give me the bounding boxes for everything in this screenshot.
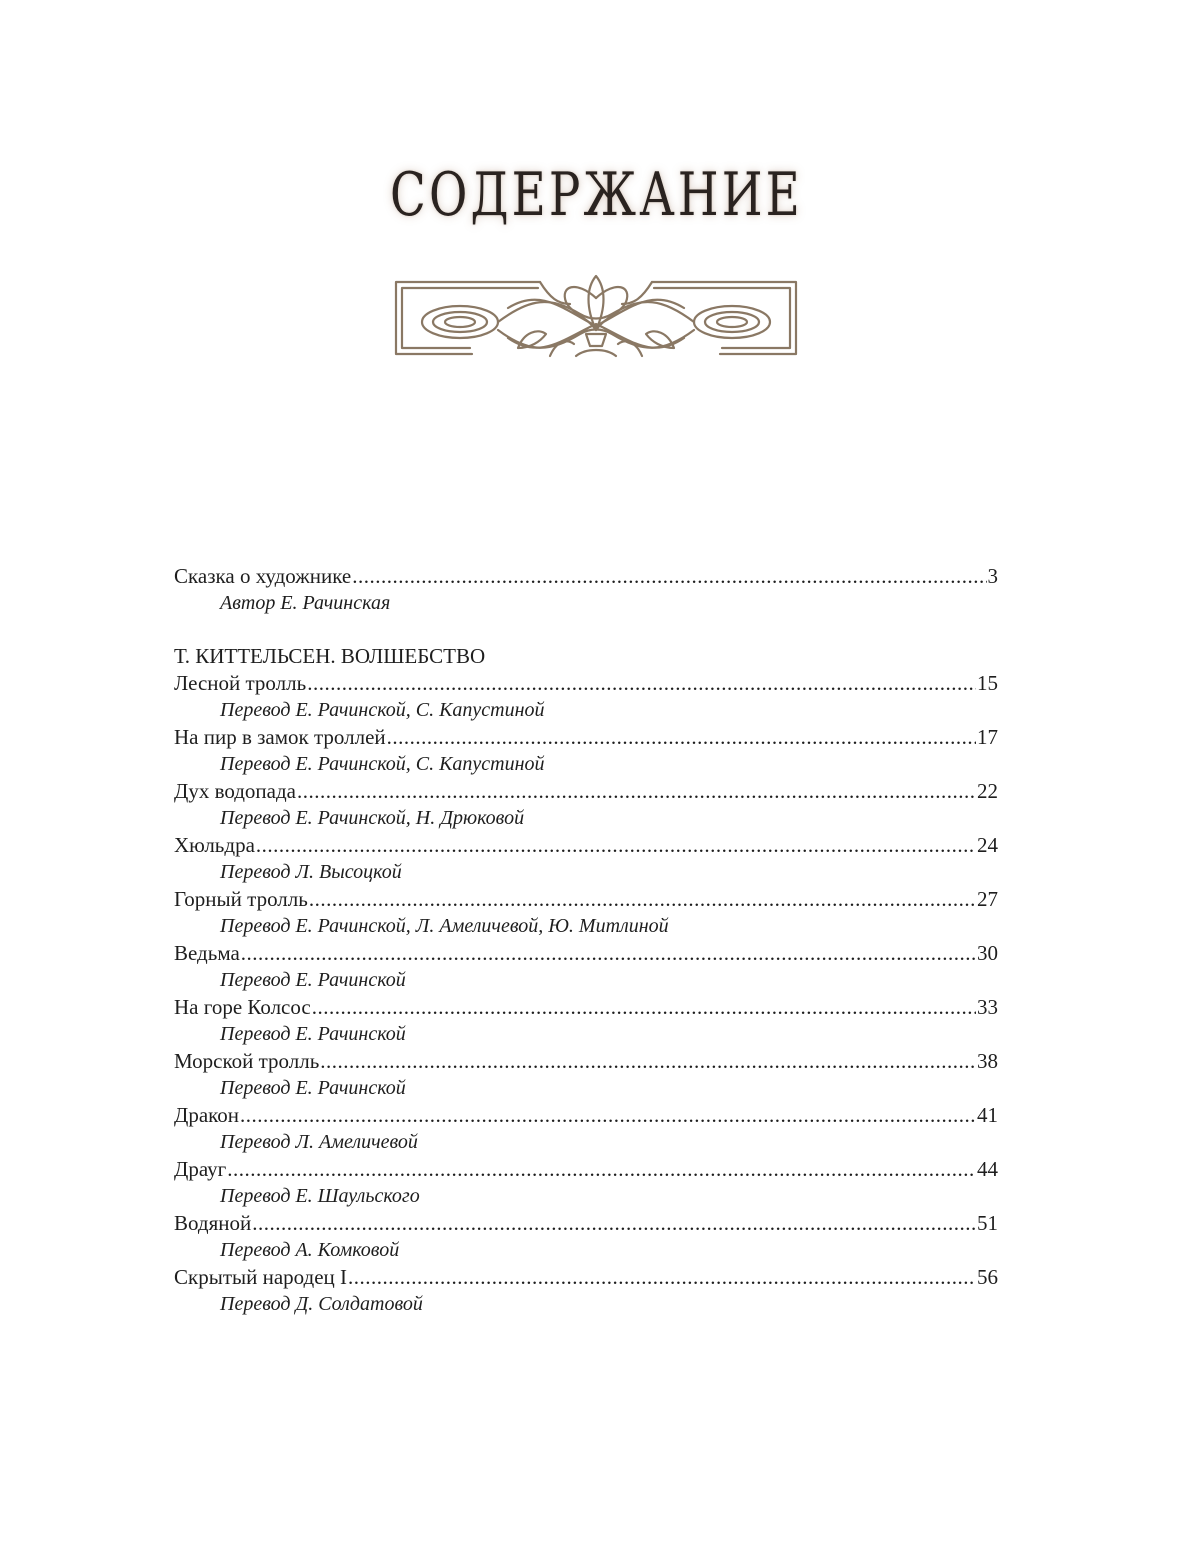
toc-entry-page: 3 (987, 564, 998, 588)
toc-entry-page: 22 (977, 779, 998, 803)
toc-entry[interactable] (174, 832, 998, 859)
toc-leader-dots (352, 563, 986, 590)
toc-entry-title: Водяной (174, 1211, 252, 1235)
toc-entry-title: Дух водопада (174, 779, 296, 803)
toc-entry-credit: Перевод Л. Высоцкой (220, 861, 402, 883)
toc-entry[interactable] (174, 940, 998, 967)
toc-leader-dots (297, 778, 976, 805)
toc-leader-dots (256, 832, 976, 859)
toc-entry-credit: Перевод Д. Солдатовой (220, 1293, 423, 1315)
toc-entry[interactable] (174, 886, 998, 913)
toc-entry[interactable] (174, 1156, 998, 1183)
toc-leader-dots (309, 886, 976, 913)
toc-leader-dots (387, 724, 976, 751)
toc-entry-page: 38 (977, 1049, 998, 1073)
toc-leader-dots (320, 1048, 976, 1075)
toc-entry-title: Морской тролль (174, 1049, 320, 1073)
toc-entry-title: На горе Колсос (174, 995, 311, 1019)
toc-entry-credit: Перевод Л. Амеличевой (220, 1131, 418, 1153)
toc-entry-page: 33 (977, 995, 998, 1019)
page-title: СОДЕРЖАНИЕ (390, 160, 803, 230)
toc-entry-page: 27 (977, 887, 998, 911)
toc-entry-title: На пир в замок троллей (174, 725, 386, 749)
toc-entry-title: Ведьма (174, 941, 240, 965)
toc-entry-page: 44 (977, 1157, 998, 1181)
toc-entry[interactable] (174, 1102, 998, 1129)
toc-entry-page: 24 (977, 833, 998, 857)
toc-entry-page: 30 (977, 941, 998, 965)
toc-entry-credit: Перевод Е. Рачинской (220, 1023, 406, 1045)
toc-entry-credit: Перевод Е. Рачинской, Л. Амеличевой, Ю. Митлиной (220, 915, 669, 937)
toc-entry[interactable] (174, 1264, 998, 1291)
toc-entry-credit: Перевод Е. Рачинской, С. Капустиной (220, 699, 545, 721)
toc-entry-page: 15 (977, 671, 998, 695)
toc-leader-dots (307, 670, 976, 697)
toc-entry-credit: Перевод Е. Рачинской (220, 1077, 406, 1099)
toc-entry-title: Лесной тролль (174, 671, 307, 695)
toc-section-heading: Т. КИТТЕЛЬСЕН. ВОЛШЕБСТВО (174, 644, 486, 668)
toc-entry-intro[interactable] (174, 563, 998, 590)
toc-entry-title: Хюльдра (174, 833, 255, 857)
toc-entry[interactable] (174, 778, 998, 805)
toc-entry-page: 56 (977, 1265, 998, 1289)
celtic-knot-ornament-icon (390, 268, 802, 364)
toc-entry-credit: Перевод Е. Рачинской, С. Капустиной (220, 753, 545, 775)
toc-entry-credit: Перевод Е. Шаульского (220, 1185, 420, 1207)
toc-entry-credit: Перевод А. Комковой (220, 1239, 400, 1261)
toc-leader-dots (227, 1156, 976, 1183)
toc-leader-dots (252, 1210, 976, 1237)
toc-entry-title: Дракон (174, 1103, 240, 1127)
toc-entry[interactable] (174, 1048, 998, 1075)
toc-entry[interactable] (174, 1210, 998, 1237)
toc-entry-title: Сказка о художнике (174, 564, 352, 588)
toc-entry[interactable] (174, 670, 998, 697)
toc-entry[interactable] (174, 724, 998, 751)
toc-entry-title: Горный тролль (174, 887, 308, 911)
toc-entries-list (174, 670, 998, 1318)
toc-entry-title: Скрытый народец I (174, 1265, 348, 1289)
toc-entry-credit: Перевод Е. Рачинской (220, 969, 406, 991)
toc-entry[interactable] (174, 994, 998, 1021)
toc-entry-page: 17 (977, 725, 998, 749)
toc-leader-dots (312, 994, 976, 1021)
toc-entry-credit: Автор Е. Рачинская (220, 592, 391, 614)
toc-leader-dots (348, 1264, 976, 1291)
toc-entry-credit: Перевод Е. Рачинской, Н. Дрюковой (220, 807, 525, 829)
toc-entry-page: 41 (977, 1103, 998, 1127)
toc-entry-page: 51 (977, 1211, 998, 1235)
toc-entry-title: Драуг (174, 1157, 227, 1181)
toc-leader-dots (241, 940, 976, 967)
toc-leader-dots (240, 1102, 976, 1129)
table-of-contents (174, 563, 998, 1318)
